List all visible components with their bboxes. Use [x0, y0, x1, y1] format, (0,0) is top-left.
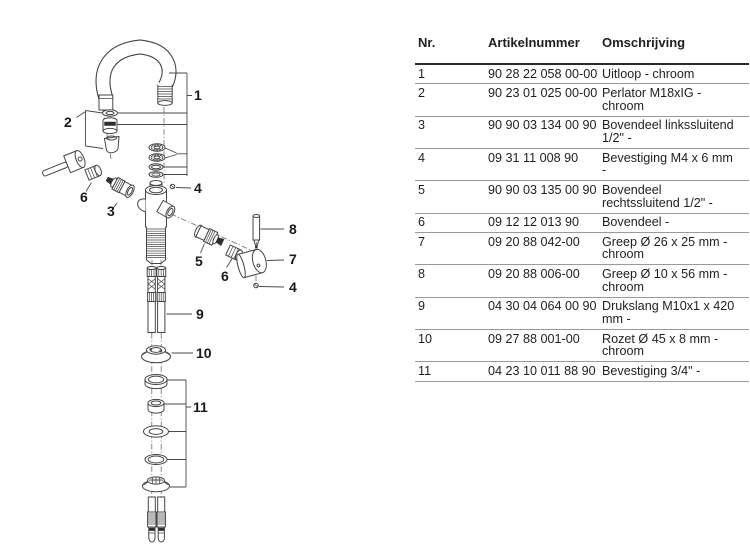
callout-4-bottom: 4 — [289, 279, 297, 295]
cell-nr: 11 — [415, 362, 485, 381]
parts-table-header — [415, 30, 749, 64]
part-handle-lever — [40, 149, 88, 182]
hose-right — [157, 267, 166, 333]
callout-6-right: 6 — [221, 268, 229, 284]
callout-6-left: 6 — [80, 189, 88, 205]
part-spout — [99, 47, 172, 110]
cell-artikelnummer: 09 20 88 006-00 — [485, 265, 599, 297]
table-row — [415, 362, 749, 381]
cell-artikelnummer: 04 23 10 011 88 90 — [485, 362, 599, 381]
table-row — [415, 330, 749, 362]
part-screw-top — [170, 184, 175, 189]
part-rozet — [142, 346, 171, 363]
cell-nr: 9 — [415, 297, 485, 329]
table-row — [415, 213, 749, 232]
cell-omschrijving: Greep Ø 26 x 25 mm - chroom — [599, 233, 749, 265]
parts-table-container — [415, 30, 749, 382]
cell-nr: 2 — [415, 84, 485, 116]
cell-nr: 7 — [415, 233, 485, 265]
cell-nr: 1 — [415, 64, 485, 84]
callout-11: 11 — [193, 399, 208, 415]
callout-2: 2 — [64, 114, 72, 130]
cell-artikelnummer: 09 27 88 001-00 — [485, 330, 599, 362]
part-perlator — [103, 110, 120, 153]
cell-artikelnummer: 04 30 04 064 00 90 — [485, 297, 599, 329]
hose-left — [147, 267, 156, 333]
cell-omschrijving: Bovendeel rechtssluitend 1/2" - — [599, 181, 749, 213]
callout-10: 10 — [196, 345, 212, 361]
table-row — [415, 116, 749, 148]
bottom-hose-left — [148, 497, 156, 542]
part-bottom-hoses — [148, 497, 166, 542]
part-screw-bottom — [254, 283, 259, 288]
cell-nr: 4 — [415, 149, 485, 181]
part-greep-klein-left — [85, 164, 103, 180]
spout-washers — [149, 144, 165, 178]
callout-1: 1 — [194, 87, 202, 103]
bottom-hose-right — [157, 497, 165, 542]
cell-artikelnummer: 09 12 12 013 90 — [485, 213, 599, 232]
cell-artikelnummer: 09 20 88 042-00 — [485, 233, 599, 265]
table-row — [415, 265, 749, 297]
cell-artikelnummer: 90 90 03 134 00 90 — [485, 116, 599, 148]
cell-artikelnummer: 90 90 03 135 00 90 — [485, 181, 599, 213]
column-header-nr: Nr. — [415, 30, 485, 64]
cell-nr: 5 — [415, 181, 485, 213]
part-drukslang — [147, 267, 166, 333]
centerlines — [103, 107, 257, 497]
table-row — [415, 297, 749, 329]
cell-omschrijving: Drukslang M10x1 x 420 mm - — [599, 297, 749, 329]
callout-3: 3 — [107, 203, 115, 219]
table-row — [415, 64, 749, 84]
column-header-artikelnummer: Artikelnummer — [485, 30, 599, 64]
part-bovendeel-links — [104, 173, 136, 199]
callout-7: 7 — [289, 251, 297, 267]
part-bevestiging-rings — [143, 375, 170, 492]
cell-nr: 10 — [415, 330, 485, 362]
callout-9: 9 — [196, 306, 204, 322]
cell-artikelnummer: 90 28 22 058 00-00 — [485, 64, 599, 84]
parts-table — [415, 30, 749, 382]
callout-labels — [64, 87, 297, 415]
cell-artikelnummer: 90 23 01 025 00-00 — [485, 84, 599, 116]
table-row — [415, 149, 749, 181]
cell-omschrijving: Rozet Ø 45 x 8 mm - chroom — [599, 330, 749, 362]
column-header-omschrijving: Omschrijving — [599, 30, 749, 64]
table-row — [415, 84, 749, 116]
part-body — [138, 181, 177, 264]
callout-8: 8 — [289, 221, 297, 237]
parts-table-body — [415, 64, 749, 381]
cell-omschrijving: Bevestiging M4 x 6 mm - — [599, 149, 749, 181]
cell-omschrijving: Uitloop - chroom — [599, 64, 749, 84]
cell-omschrijving: Bovendeel - — [599, 213, 749, 232]
cell-omschrijving: Perlator M18xIG - chroom — [599, 84, 749, 116]
callout-lines — [77, 73, 285, 487]
cell-omschrijving: Bevestiging 3/4" - — [599, 362, 749, 381]
cell-omschrijving: Bovendeel linkssluitend 1/2" - — [599, 116, 749, 148]
cell-nr: 3 — [415, 116, 485, 148]
callout-5: 5 — [195, 253, 203, 269]
cell-artikelnummer: 09 31 11 008 90 — [485, 149, 599, 181]
cell-nr: 6 — [415, 213, 485, 232]
table-row — [415, 181, 749, 213]
cell-omschrijving: Greep Ø 10 x 56 mm - chroom — [599, 265, 749, 297]
table-row — [415, 233, 749, 265]
cell-nr: 8 — [415, 265, 485, 297]
callout-4-top: 4 — [194, 180, 202, 196]
part-bovendeel-rechts — [193, 224, 226, 249]
